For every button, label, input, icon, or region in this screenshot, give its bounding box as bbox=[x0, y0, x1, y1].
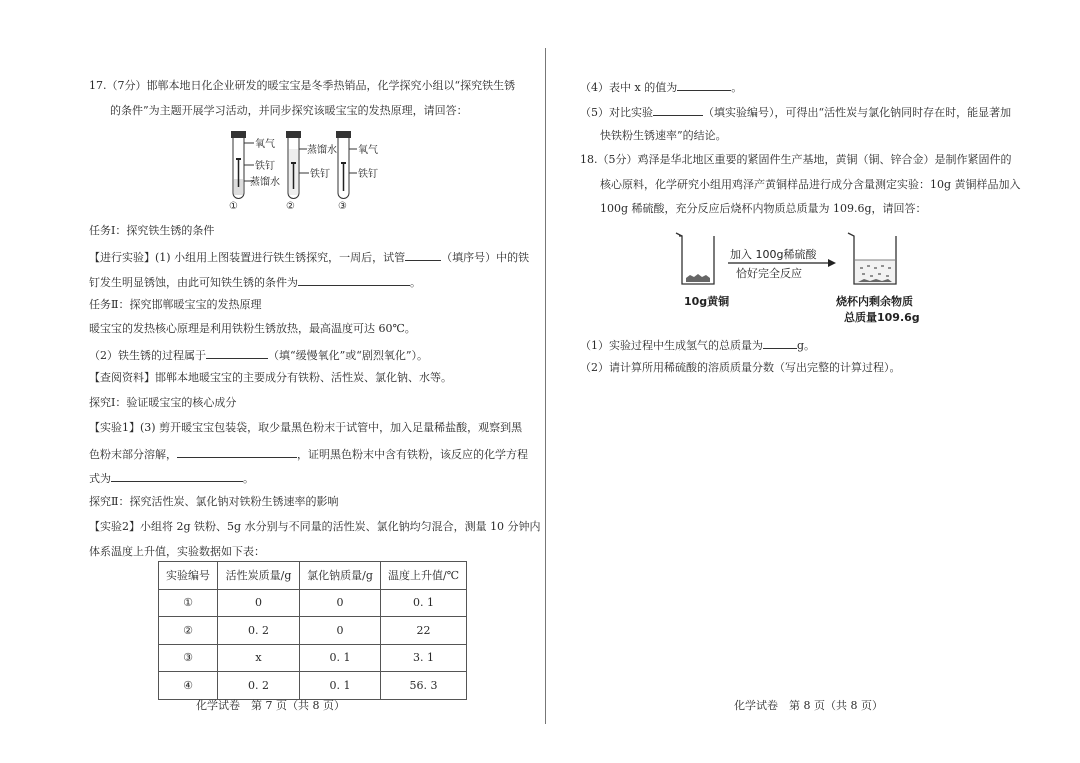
exp1-line1: 【实验1】(3) 剪开暖宝宝包装袋，取少量黑色粉末于试管中，加入足量稀盐酸，观察到黑 bbox=[89, 421, 523, 434]
q18-line1: 18.（5分）鸡泽是华北地区重要的紧固件生产基地，黄铜（铜、锌合金）是制作紧固件的 bbox=[580, 153, 1012, 166]
table-cell: 22 bbox=[381, 617, 467, 645]
q18-1-line bbox=[580, 337, 815, 353]
table-row bbox=[159, 672, 467, 700]
table-cell: ② bbox=[159, 617, 218, 645]
answer-blank-experiment bbox=[653, 104, 703, 116]
label-nail-2: 铁钉 bbox=[310, 169, 330, 180]
q17-line1: 17.（7分）邯郸本地日化企业研发的暖宝宝是冬季热销品，化学探究小组以“探究铁生锈 bbox=[89, 79, 516, 92]
exp-line1 bbox=[89, 249, 529, 265]
q4-text-a: （4）表中 x 的值为 bbox=[580, 81, 678, 94]
beaker-reaction-diagram bbox=[674, 230, 934, 326]
answer-blank-tube bbox=[405, 249, 441, 261]
q4-text-b: 。 bbox=[731, 81, 743, 94]
inquiry2-heading: 探究Ⅱ：探究活性炭、氯化钠对铁粉生锈速率的影响 bbox=[89, 495, 339, 508]
q2-line bbox=[89, 347, 428, 363]
page-footer-right: 化学试卷 第 8 页（共 8 页） bbox=[734, 699, 883, 712]
q18-line3: 100g 稀硫酸，充分反应后烧杯内物质总质量为 109.6g，请回答： bbox=[600, 202, 927, 215]
page-footer-left: 化学试卷 第 7 页（共 8 页） bbox=[196, 699, 345, 712]
test-tube-1 bbox=[229, 131, 280, 212]
exp-line1-text-a: 【进行实验】(1) 小组用上图装置进行铁生锈探究，一周后，试管 bbox=[89, 251, 406, 264]
beaker-left bbox=[676, 233, 729, 308]
table-cell: ③ bbox=[159, 644, 218, 672]
table-cell: 0 bbox=[300, 589, 381, 617]
right-page bbox=[548, 0, 1080, 763]
q5-text-b: （填实验编号），可得出“活性炭与氯化钠同时存在时，能显著加 bbox=[703, 106, 1012, 119]
tube-number-1: ① bbox=[229, 201, 238, 212]
table-header-row bbox=[159, 562, 467, 590]
table-header-cell: 活性炭质量/g bbox=[218, 562, 300, 590]
answer-blank-hydrogen bbox=[763, 337, 797, 349]
beaker-right bbox=[835, 233, 920, 324]
table-header-cell: 氯化钠质量/g bbox=[300, 562, 381, 590]
table-cell: 56. 3 bbox=[381, 672, 467, 700]
exp-line1-text-b: （填序号）中的铁 bbox=[441, 251, 530, 264]
task1-heading: 任务Ⅰ：探究铁生锈的条件 bbox=[89, 224, 215, 237]
reaction-arrow bbox=[728, 247, 836, 280]
arrow-label-top: 加入 100g稀硫酸 bbox=[730, 248, 817, 261]
exp1-line2 bbox=[89, 446, 528, 462]
q5-line2: 快铁粉生锈速率”的结论。 bbox=[600, 129, 727, 142]
table-cell: 0. 1 bbox=[300, 672, 381, 700]
table-header-cell: 温度上升值/℃ bbox=[381, 562, 467, 590]
exp2-line2: 体系温度上升值，实验数据如下表： bbox=[89, 545, 265, 558]
answer-blank-equation bbox=[111, 470, 243, 482]
test-tube-3 bbox=[336, 131, 378, 212]
table-cell: 0. 1 bbox=[381, 589, 467, 617]
table-row bbox=[159, 644, 467, 672]
exp1-line3 bbox=[89, 470, 254, 486]
table-cell: 0. 1 bbox=[300, 644, 381, 672]
exp2-line1: 【实验2】小组将 2g 铁粉、5g 水分别与不同量的活性炭、氯化钠均匀混合，测量 10 分钟内 bbox=[89, 520, 541, 533]
exp-line2-text-a: 钉发生明显锈蚀，由此可知铁生锈的条件为 bbox=[89, 276, 298, 289]
exp1-line3-text-a: 式为 bbox=[89, 472, 111, 485]
q5-text-a: （5）对比实验 bbox=[580, 106, 653, 119]
answer-blank-oxidation bbox=[206, 347, 268, 359]
caption-remaining: 烧杯内剩余物质 bbox=[836, 295, 913, 308]
q4-line bbox=[580, 79, 742, 95]
principle-text: 暖宝宝的发热核心原理是利用铁粉生锈放热，最高温度可达 60℃。 bbox=[89, 322, 416, 335]
q18-line2: 核心原料，化学研究小组用鸡泽产黄铜样品进行成分含量测定实验：10g 黄铜样品加入 bbox=[600, 178, 1021, 191]
q18-1-text-b: g。 bbox=[797, 339, 816, 352]
answer-blank-condition bbox=[298, 274, 410, 286]
q2-text-a: （2）铁生锈的过程属于 bbox=[89, 349, 206, 362]
table-header-cell: 实验编号 bbox=[159, 562, 218, 590]
exp1-line2-text-b: ，证明黑色粉末中含有铁粉，该反应的化学方程 bbox=[297, 448, 528, 461]
table-row bbox=[159, 617, 467, 645]
exp1-line2-text-a: 色粉末部分溶解， bbox=[89, 448, 177, 461]
arrow-label-bottom: 恰好完全反应 bbox=[736, 267, 802, 280]
table-cell: ④ bbox=[159, 672, 218, 700]
label-oxygen-3: 氧气 bbox=[358, 145, 378, 156]
table-cell: 3. 1 bbox=[381, 644, 467, 672]
table-cell: 0 bbox=[218, 589, 300, 617]
tube-number-2: ② bbox=[286, 201, 295, 212]
exp1-line3-text-b: 。 bbox=[243, 472, 254, 485]
label-water-1: 蒸馏水 bbox=[250, 177, 280, 188]
table-cell: 0. 2 bbox=[218, 672, 300, 700]
answer-blank-x bbox=[677, 79, 731, 91]
task2-heading: 任务Ⅱ：探究邯郸暖宝宝的发热原理 bbox=[89, 298, 262, 311]
table-cell: 0. 2 bbox=[218, 617, 300, 645]
inquiry1-heading: 探究Ⅰ：验证暖宝宝的核心成分 bbox=[89, 396, 237, 409]
tube-number-3: ③ bbox=[338, 201, 347, 212]
exp-line2-text-b: 。 bbox=[410, 276, 421, 289]
table-cell: 0 bbox=[300, 617, 381, 645]
label-water-2: 蒸馏水 bbox=[307, 145, 337, 156]
caption-brass-sample: 10g黄铜 bbox=[684, 295, 730, 308]
test-tube-2 bbox=[286, 131, 337, 212]
label-nail-3: 铁钉 bbox=[358, 169, 378, 180]
label-oxygen-1: 氧气 bbox=[255, 139, 275, 150]
q2-text-b: （填“缓慢氧化”或“剧烈氧化”）。 bbox=[268, 349, 428, 362]
exp-line2 bbox=[89, 274, 421, 290]
q18-2-line: （2）请计算所用稀硫酸的溶质质量分数（写出完整的计算过程）。 bbox=[580, 361, 901, 374]
experiment-data-table bbox=[158, 561, 467, 700]
q5-line1 bbox=[580, 104, 1011, 120]
table-cell: x bbox=[218, 644, 300, 672]
table-cell: ① bbox=[159, 589, 218, 617]
info-text: 【查阅资料】邯郸本地暖宝宝的主要成分有铁粉、活性炭、氯化钠、水等。 bbox=[89, 371, 452, 384]
table-row bbox=[159, 589, 467, 617]
test-tubes-figure bbox=[214, 129, 384, 215]
q17-line2: 的条件”为主题开展学习活动，并同步探究该暖宝宝的发热原理，请回答： bbox=[110, 104, 468, 117]
page-divider bbox=[545, 48, 546, 724]
caption-total-mass: 总质量109.6g bbox=[844, 311, 920, 324]
label-nail-1: 铁钉 bbox=[255, 161, 275, 172]
answer-blank-phenomenon bbox=[177, 446, 297, 458]
q18-1-text-a: （1）实验过程中生成氢气的总质量为 bbox=[580, 339, 763, 352]
